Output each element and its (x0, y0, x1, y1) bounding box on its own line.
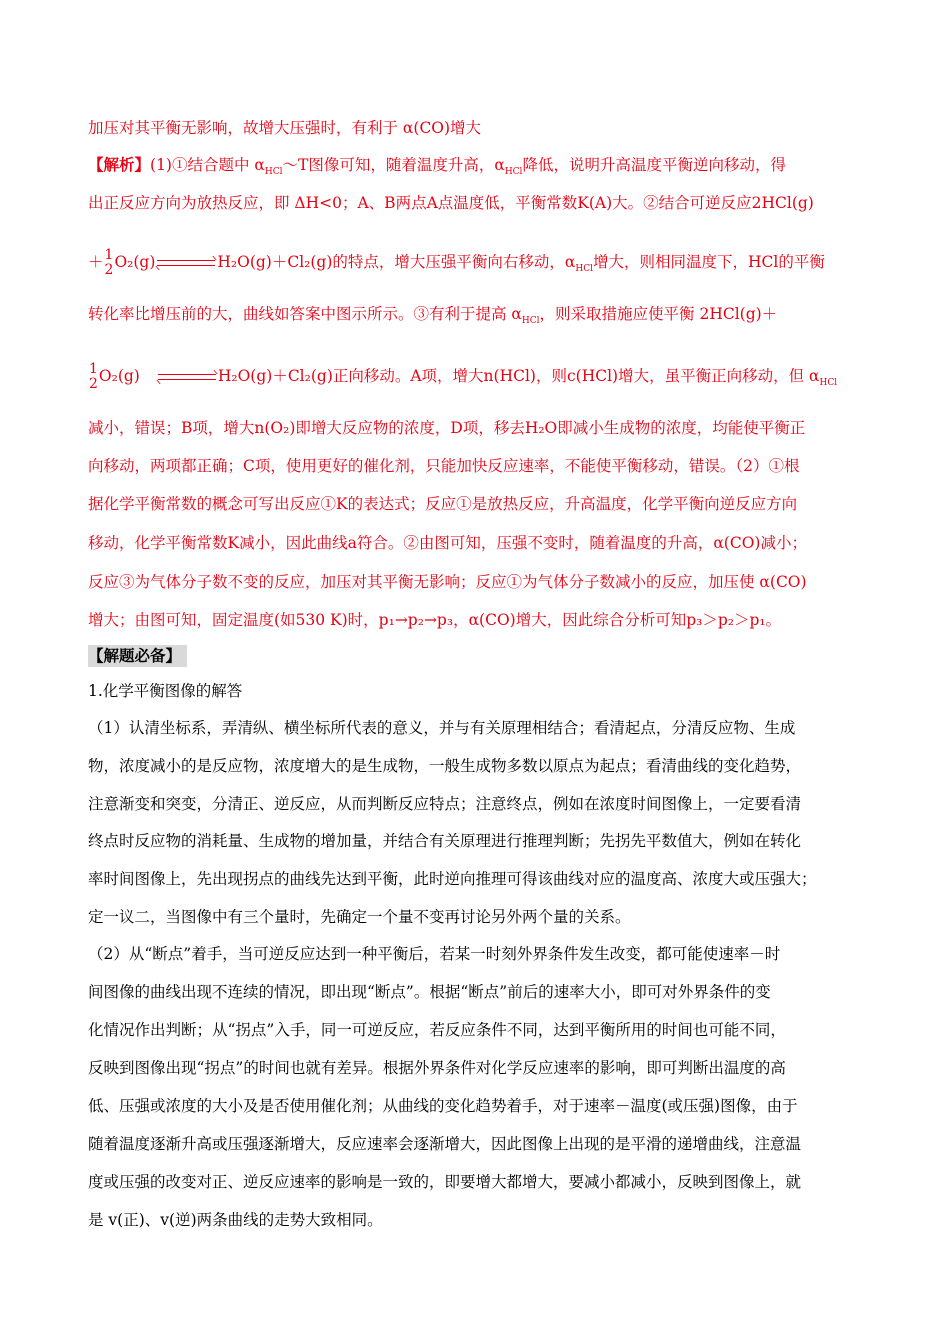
o2-species: O₂(g) (98, 367, 140, 385)
p1-line-2: 物，浓度减小的是反应物，浓度增大的是生成物，一般生成物多数以原点为起点；看清曲线的变化趋势， (88, 757, 802, 775)
analysis-line-9: 移动，化学平衡常数K减小，因此曲线a符合。②由图可知，压强不变时，随着温度的升高，α(CO)减小； (88, 534, 807, 552)
hcl-subscript: HCl (264, 167, 283, 178)
equilibrium-arrow-icon (158, 370, 216, 384)
fraction-denominator: 2 (104, 262, 114, 278)
section-heading-1: 1.化学平衡图像的解答 (88, 682, 243, 700)
analysis-text-5b: H₂O(g)＋Cl₂(g)正向移动。A项，增大n(HCl)，则c(HCl)增大，虽平衡正向移动，但 α (217, 367, 820, 385)
fraction-half (89, 362, 98, 392)
p2-line-7: 度或压强的改变对正、逆反应速率的影响是一致的，即要增大都增大，要减小都减小，反映到图像上，就 (88, 1173, 802, 1191)
analysis-line-1 (88, 155, 786, 182)
analysis-line-11: 增大；由图可知，固定温度(如530 K)时，p₁→p₂→p₃，α(CO)增大，因此综合分析可知p₃＞p₂＞p₁。 (88, 611, 782, 629)
analysis-line-10: 反应③为气体分子数不变的反应，加压对其平衡无影响；反应①为气体分子数减小的反应，加压使 α(CO) (88, 573, 807, 591)
analysis-text-1b: ～T图像可知，随着温度升高，α (282, 156, 505, 174)
analysis-text-4a: 转化率比增压前的大，曲线如答案中图示所示。③有利于提高 α (88, 305, 522, 323)
answer-tail-line: 加压对其平衡无影响，故增大压强时，有利于 α(CO)增大 (88, 119, 482, 137)
p1-line-4: 终点时反应物的消耗量、生成物的增加量，并结合有关原理进行推理判断；先拐先平数值大，例如在转化 (88, 832, 802, 850)
analysis-text-4b: ，则采取措施应使平衡 2HCl(g)＋ (539, 305, 778, 323)
p1-line-3: 注意渐变和突变，分清正、逆反应，从而判断反应特点；注意终点，例如在浓度时间图像上，一定要看清 (88, 795, 802, 813)
equilibrium-arrow-icon (157, 256, 215, 270)
analysis-line-5 (88, 362, 837, 393)
analysis-text-3c: H₂O(g)＋Cl₂(g)的特点，增大压强平衡向右移动，α (217, 253, 576, 271)
fraction-numerator: 1 (104, 247, 114, 263)
analysis-line-6: 减小，错误；B项，增大n(O₂)即增大反应物的浓度，D项，移去H₂O即减小生成物的浓度，均能使平衡正 (88, 419, 806, 437)
p2-line-8: 是 v(正)、v(逆)两条曲线的走势大致相同。 (88, 1211, 383, 1229)
hcl-subscript: HCl (504, 167, 523, 178)
p2-line-2: 间图像的曲线出现不连续的情况，即出现“断点”。根据“断点”前后的速率大小，即可对外界条件的变 (88, 983, 771, 1001)
hcl-subscript: HCl (521, 316, 540, 327)
p2-line-5: 低、压强或浓度的大小及是否使用催化剂；从曲线的变化趋势着手，对于速率－温度(或压强)图像，由于 (88, 1097, 798, 1115)
fraction-numerator: 1 (89, 361, 98, 377)
p2-line-3: 化情况作出判断；从“拐点”入手，同一可逆反应，若反应条件不同，达到平衡所用的时间也可能不同， (88, 1021, 786, 1039)
hcl-subscript: HCl (575, 264, 593, 275)
analysis-text-1c: 降低，说明升高温度平衡逆向移动，得 (522, 156, 786, 174)
analysis-line-2: 出正反应方向为放热反应，即 ΔH<0；A、B两点A点温度低，平衡常数K(A)大。②结合可逆反应2HCl(g) (88, 194, 814, 212)
fraction-denominator: 2 (89, 376, 98, 392)
p2-line-4: 反映到图像出现“拐点”的时间也就有差异。根据外界条件对化学反应速率的影响，即可判断出温度的高 (88, 1059, 786, 1077)
p2-line-1: （2）从“断点”着手，当可逆反应达到一种平衡后，若某一时刻外界条件发生改变，都可能使速率－时 (88, 945, 781, 963)
fraction-half (105, 248, 114, 278)
o2-species: O₂(g) (114, 253, 156, 271)
plus-sign: ＋ (88, 253, 104, 271)
hcl-subscript: HCl (819, 378, 838, 389)
analysis-text-3d: 增大，则相同温度下，HCl的平衡 (592, 253, 825, 271)
p2-line-6: 随着温度逐渐升高或压强逐渐增大，反应速率会逐渐增大，因此图像上出现的是平滑的递增曲线，注意温 (88, 1135, 802, 1153)
analysis-label: 【解析】 (88, 155, 151, 174)
analysis-line-4 (88, 304, 777, 331)
analysis-line-7: 向移动，两项都正确；C项，使用更好的催化剂，只能加快反应速率，不能使平衡移动，错误。（2）①根 (88, 457, 800, 475)
analysis-text-1a: (1)①结合题中 α (150, 156, 265, 174)
p1-line-1: （1）认清坐标系，弄清纵、横坐标所代表的意义，并与有关原理相结合；看清起点，分清反应物、生成 (88, 719, 796, 737)
analysis-line-8: 据化学平衡常数的概念可写出反应①K的表达式；反应①是放热反应，升高温度，化学平衡向逆反应方向 (88, 495, 798, 513)
p1-line-5: 率时间图像上，先出现拐点的曲线先达到平衡，此时逆向推理可得该曲线对应的温度高、浓度大或压强大； (88, 870, 817, 888)
analysis-line-3 (88, 248, 825, 279)
section-title: 【解题必备】 (88, 645, 187, 667)
p1-line-6: 定一议二，当图像中有三个量时，先确定一个量不变再讨论另外两个量的关系。 (88, 908, 631, 926)
